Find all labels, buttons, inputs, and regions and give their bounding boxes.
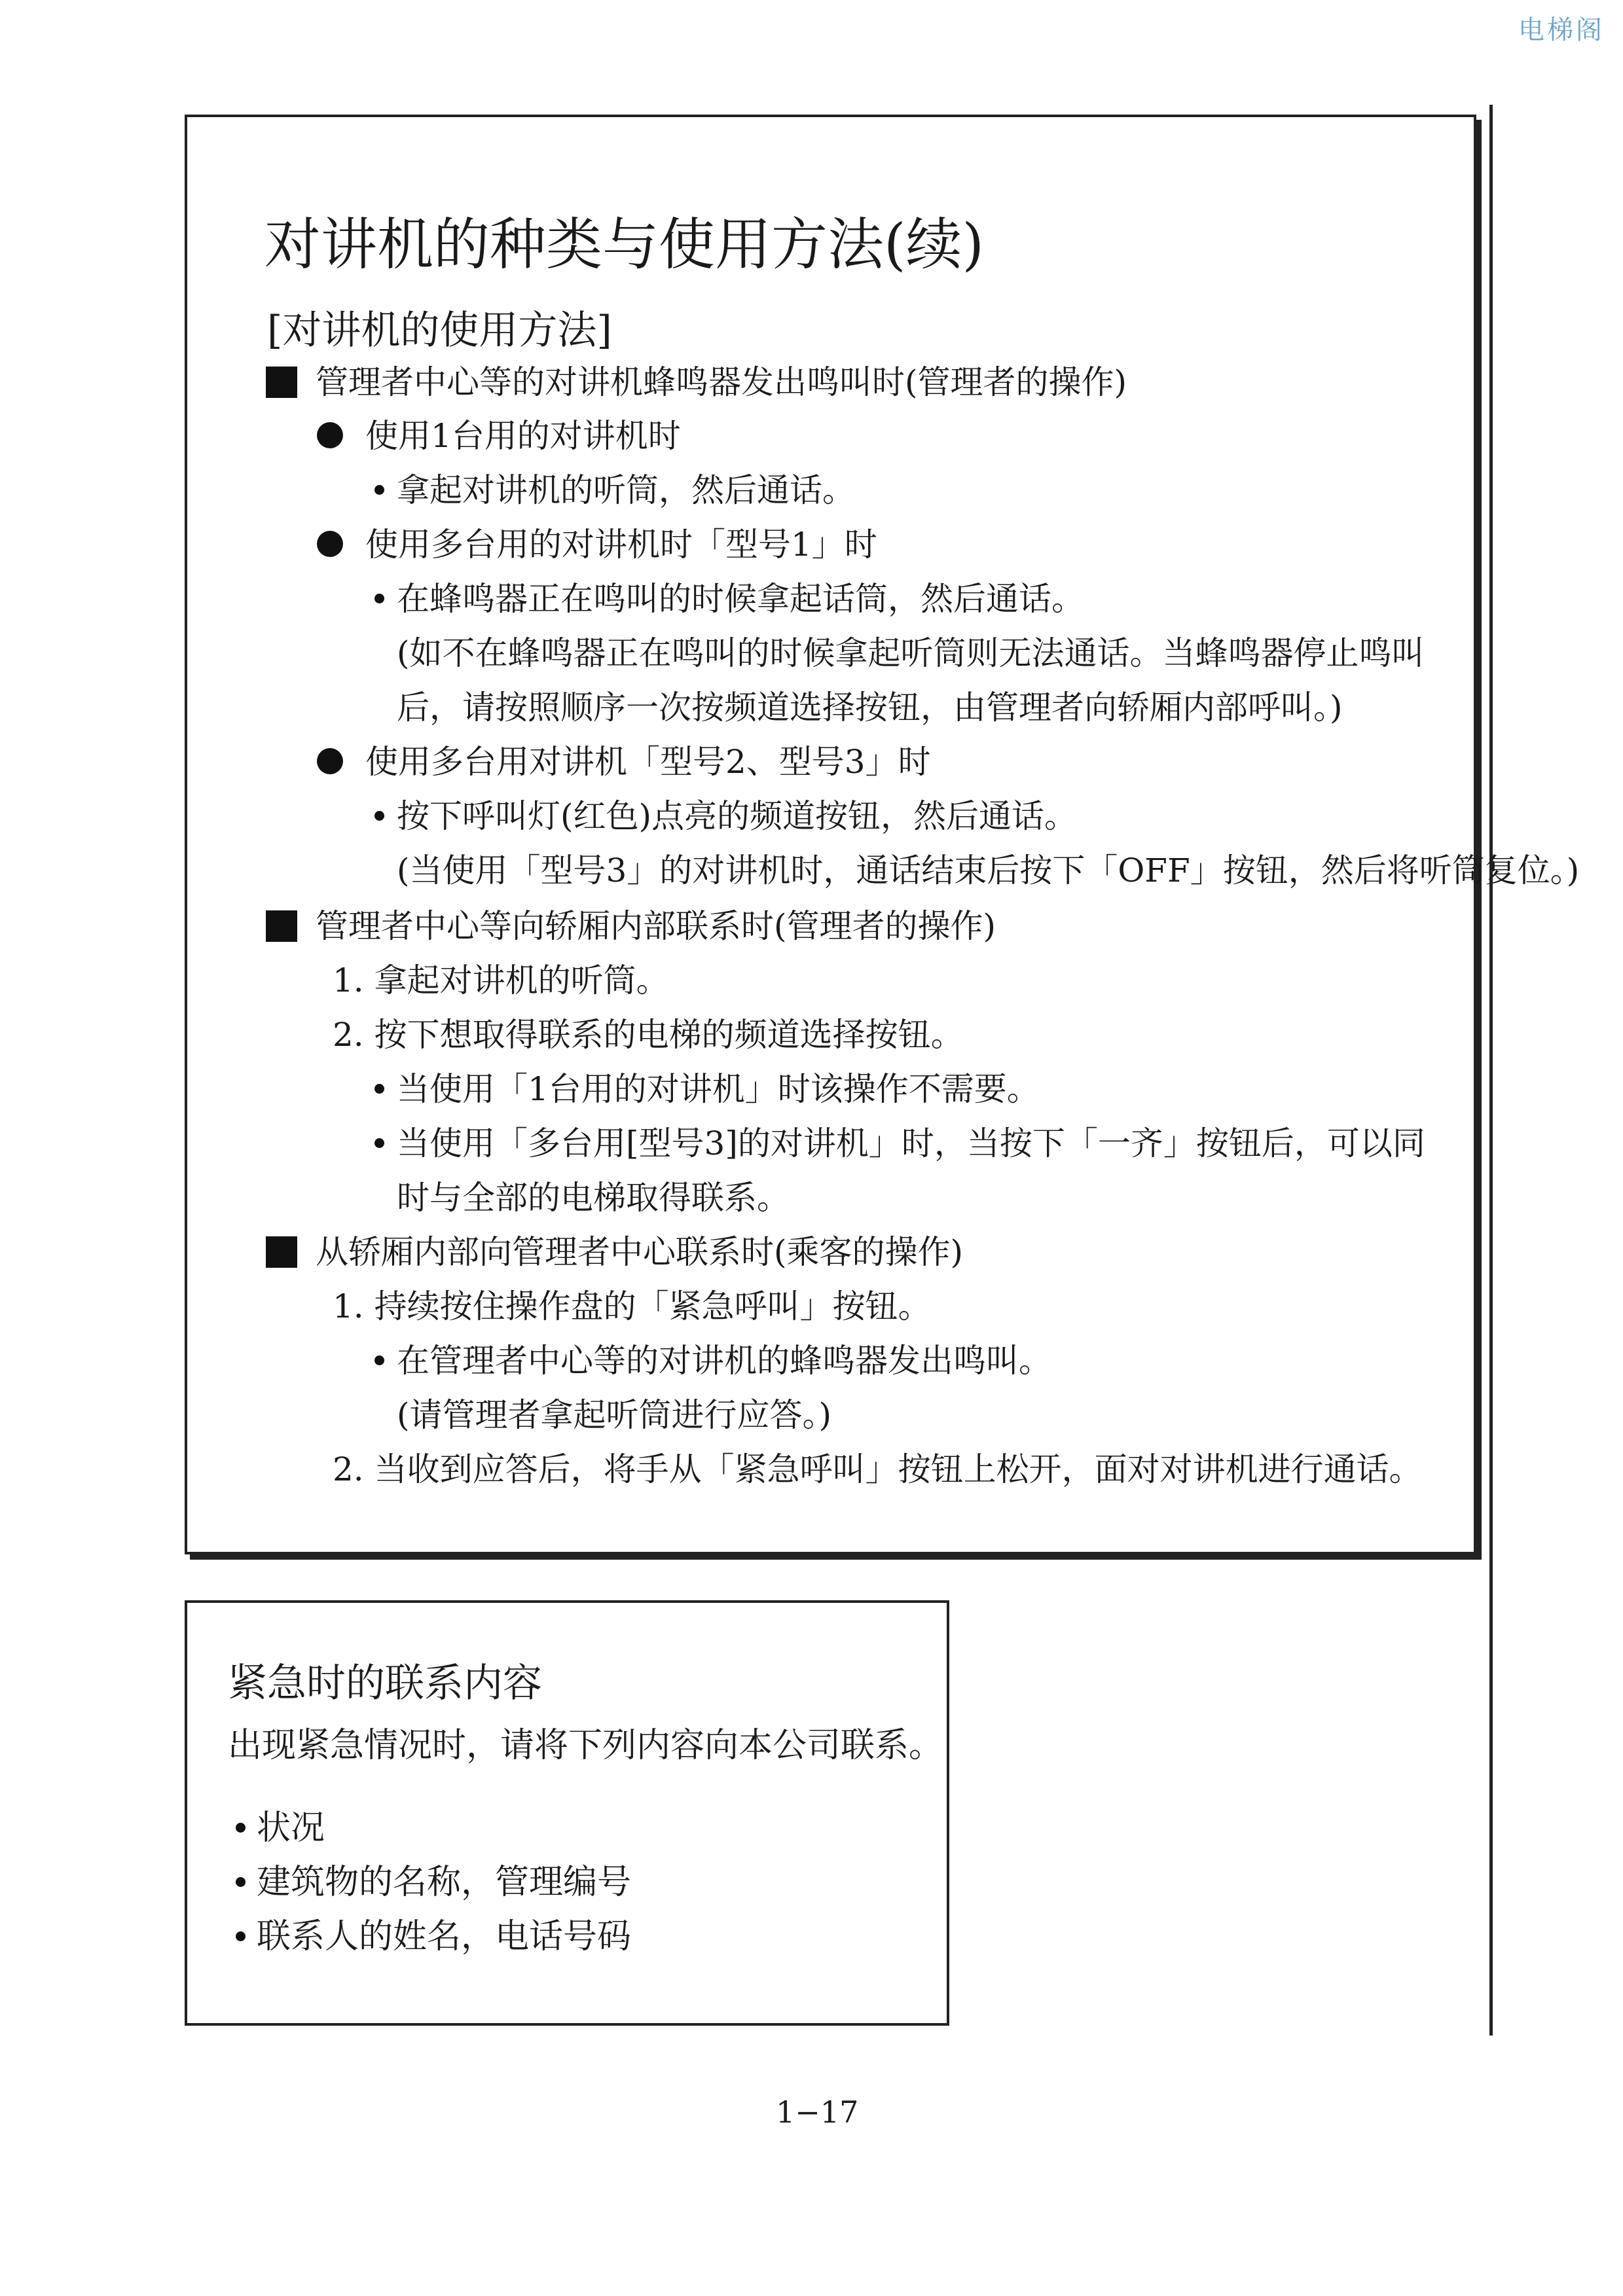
circle-bullet-icon [317, 531, 343, 557]
dot-bullet-icon [374, 594, 384, 603]
side-rule [1489, 105, 1493, 2036]
circle-bullet-icon [317, 748, 343, 774]
list-item: 当使用「1台用的对讲机」时该操作不需要。 [397, 1070, 1040, 1108]
section-subtitle: [对讲机的使用方法] [267, 308, 612, 353]
page-number: 1−17 [776, 2094, 859, 2130]
emergency-item: 建筑物的名称，管理编号 [257, 1863, 632, 1902]
emergency-item: 联系人的姓名，电话号码 [257, 1917, 632, 1956]
dot-bullet-icon [374, 1355, 384, 1365]
step-item: 1. 持续按住操作盘的「紧急呼叫」按钮。 [333, 1287, 931, 1325]
dot-bullet-icon [236, 1931, 246, 1941]
dot-bullet-icon [374, 485, 384, 495]
note-text: (如不在蜂鸣器正在鸣叫的时候拿起听筒则无法通话。当蜂鸣器停止鸣叫 [397, 634, 1425, 672]
emergency-title: 紧急时的联系内容 [228, 1660, 542, 1706]
circle-bullet-icon [317, 422, 343, 448]
note-text: 后，请按照顺序一次按频道选择按钮，由管理者向轿厢内部呼叫。) [397, 689, 1343, 726]
square-bullet-icon [266, 910, 297, 942]
dot-bullet-icon [374, 1138, 384, 1148]
list-item-continued: 时与全部的电梯取得联系。 [397, 1179, 790, 1217]
section-heading: 从轿厢内部向管理者中心联系时(乘客的操作) [316, 1233, 964, 1271]
dot-bullet-icon [374, 1084, 384, 1094]
emergency-item: 状况 [257, 1808, 325, 1848]
intercom-usage-box [185, 115, 1580, 1554]
dot-bullet-icon [374, 811, 384, 821]
note-text: (请管理者拿起听筒进行应答。) [397, 1396, 832, 1434]
list-item: 在管理者中心等的对讲机的蜂鸣器发出鸣叫。 [397, 1342, 1051, 1380]
step-item: 1. 拿起对讲机的听筒。 [333, 961, 669, 999]
note-text: (当使用「型号3」的对讲机时，通话结束后按下「OFF」按钮，然后将听筒复位。) [397, 852, 1580, 889]
step-item: 2. 当收到应答后，将手从「紧急呼叫」按钮上松开，面对对讲机进行通话。 [333, 1450, 1422, 1488]
list-item: 按下呼叫灯(红色)点亮的频道按钮，然后通话。 [397, 797, 1078, 835]
watermark: 电梯阁 [1518, 15, 1605, 45]
dot-bullet-icon [236, 1823, 246, 1833]
list-item: 在蜂鸣器正在鸣叫的时候拿起话筒，然后通话。 [397, 580, 1084, 618]
square-bullet-icon [266, 1236, 297, 1268]
list-item: 当使用「多台用[型号3]的对讲机」时，当按下「一齐」按钮后，可以同 [397, 1124, 1425, 1162]
step-item: 2. 按下想取得联系的电梯的频道选择按钮。 [333, 1016, 964, 1054]
section-heading: 管理者中心等向轿厢内部联系时(管理者的操作) [316, 907, 996, 945]
case-label: 使用多台用的对讲机时「型号1」时 [365, 526, 877, 564]
square-bullet-icon [266, 367, 297, 398]
section-heading: 管理者中心等的对讲机蜂鸣器发出鸣叫时(管理者的操作) [316, 363, 1127, 401]
case-label: 使用多台用对讲机「型号2、型号3」时 [365, 743, 931, 781]
case-label: 使用1台用的对讲机时 [365, 417, 681, 455]
emergency-contact-box [185, 1600, 949, 2026]
list-item: 拿起对讲机的听筒，然后通话。 [397, 471, 855, 509]
page-title: 对讲机的种类与使用方法(续) [264, 212, 985, 278]
dot-bullet-icon [236, 1877, 246, 1887]
emergency-intro: 出现紧急情况时，请将下列内容向本公司联系。 [228, 1726, 943, 1765]
